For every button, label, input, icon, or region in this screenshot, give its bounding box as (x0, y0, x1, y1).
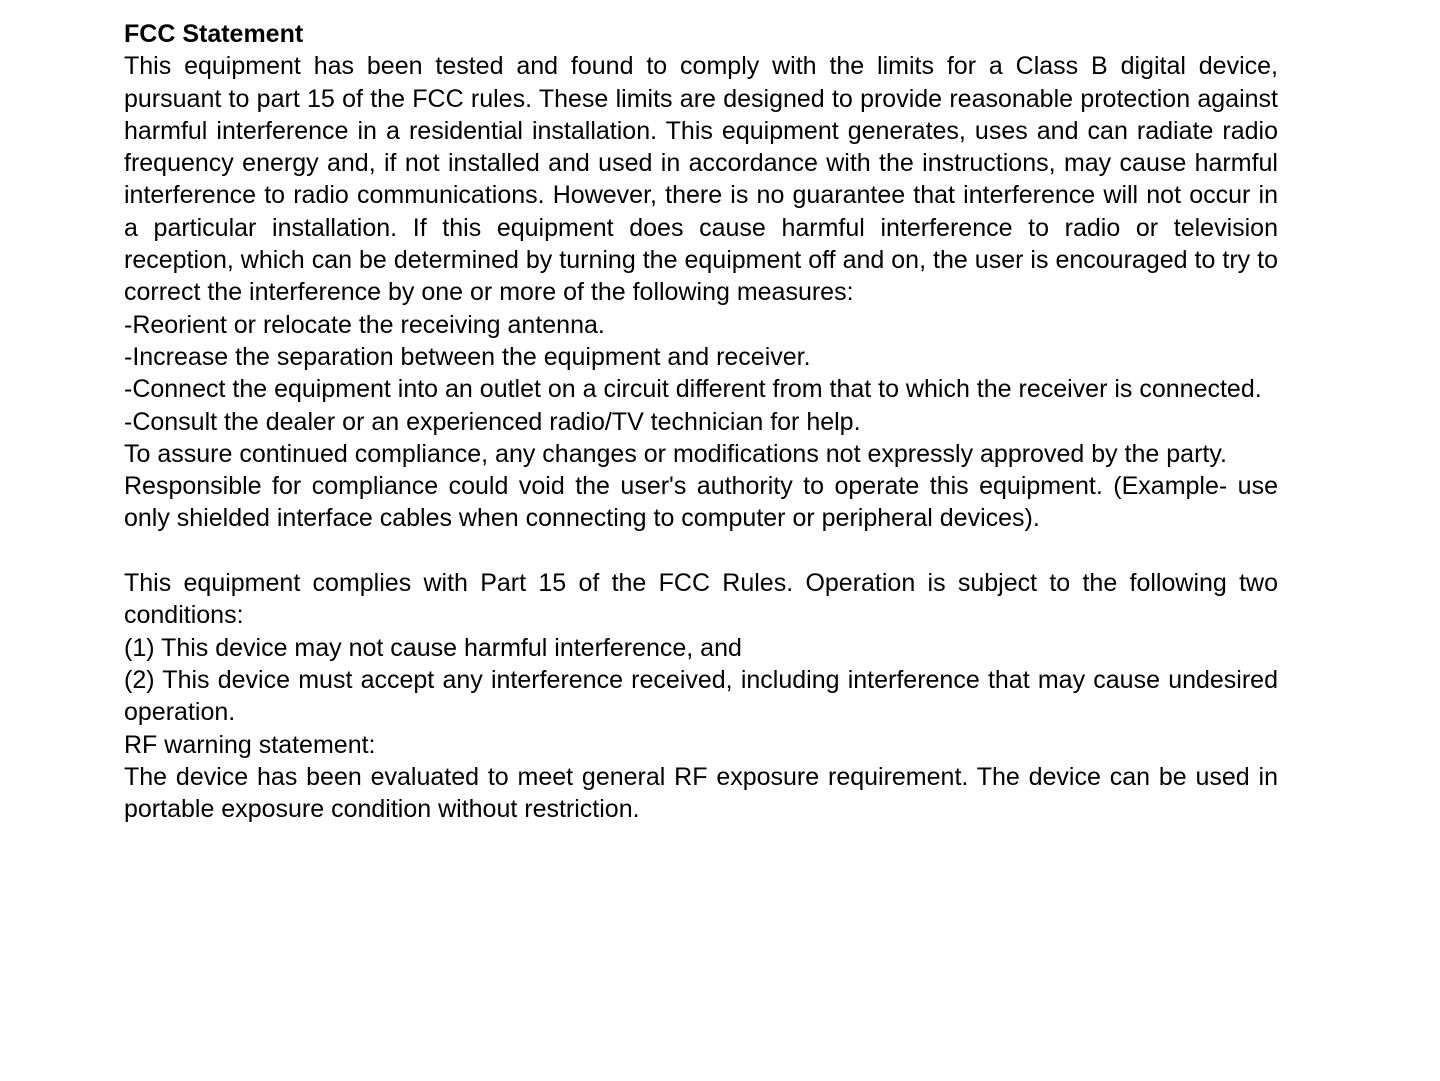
measure-item: -Connect the equipment into an outlet on a circuit different from that to which the receiver is connected. (124, 375, 1262, 404)
measure-item: -Increase the separation between the equipment and receiver. (124, 342, 811, 371)
responsible-note: Responsible for compliance could void the user's authority to operate this equipment. (Example- use only shielded interface cables when connecting to computer or peripheral devices). (124, 472, 1278, 533)
condition-item: (2) This device must accept any interference received, including interference that may cause undesired operation. (124, 665, 1278, 727)
compliance-note: To assure continued compliance, any changes or modifications not expressly approved by the party. (124, 439, 1227, 468)
measure-item: -Reorient or relocate the receiving antenna. (124, 310, 605, 339)
paragraph-spacer (124, 535, 1278, 567)
document-title: FCC Statement (124, 20, 304, 48)
fcc-statement-document (124, 18, 1278, 825)
condition-item: (1) This device may not cause harmful interference, and (124, 633, 742, 662)
rf-statement: The device has been evaluated to meet general RF exposure requirement. The device can be used in portable exposure condition without restriction. (124, 762, 1278, 824)
intro-paragraph: This equipment has been tested and found to comply with the limits for a Class B digital device, pursuant to part 15 of the FCC rules. These limits are designed to provide reasonable protection against harmful interference in a residential installation. This equipment generates, uses and can radiate radio frequency energy and, if not installed and used in accordance with the instructions, may cause harmful interference to radio communications. However, there is no guarantee that interference will not occur in a particular installation. If this equipment does cause harmful interference to radio or television reception, which can be determined by turning the equipment off and on, the user is encouraged to try to correct the interference by one or more of the following measures: (124, 52, 1278, 307)
rf-heading: RF warning statement: (124, 730, 376, 759)
part15-statement: This equipment complies with Part 15 of the FCC Rules. Operation is subject to the following two conditions: (124, 569, 1278, 630)
measure-item: -Consult the dealer or an experienced radio/TV technician for help. (124, 407, 861, 436)
